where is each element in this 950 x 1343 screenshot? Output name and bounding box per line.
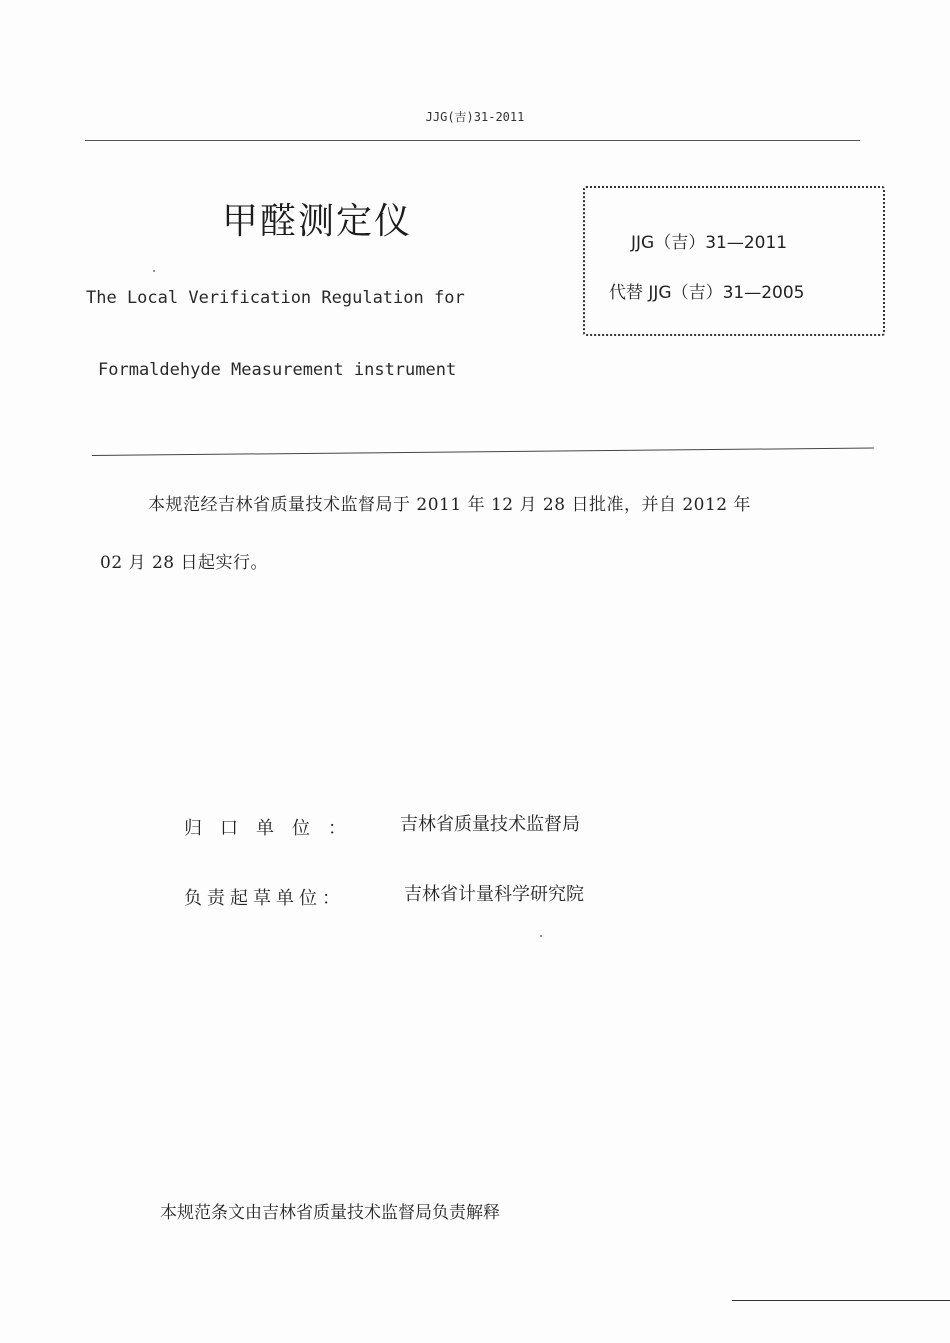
document-title-en-line2: Formaldehyde Measurement instrument bbox=[98, 360, 457, 380]
stamp-code: JJG（吉）31—2011 bbox=[631, 233, 788, 253]
code-stamp-box bbox=[583, 186, 885, 336]
owner-unit-label: 归 口 单 位 ： bbox=[184, 818, 346, 839]
drafting-unit-label: 负责起草单位： bbox=[184, 888, 345, 909]
bottom-edge-rule bbox=[732, 1300, 950, 1301]
owner-unit-value: 吉林省质量技术监督局 bbox=[400, 814, 580, 835]
approval-text-line2: 02 月 28 日起实行。 bbox=[100, 553, 268, 573]
header-rule bbox=[85, 140, 860, 141]
document-title-en-line1: The Local Verification Regulation for bbox=[86, 288, 465, 308]
title-divider-rule bbox=[92, 447, 874, 456]
approval-text-line1: 本规范经吉林省质量技术监督局于 2011 年 12 月 28 日批准，并自 2012 年 bbox=[148, 495, 752, 515]
drafting-unit-value: 吉林省计量科学研究院 bbox=[404, 884, 584, 905]
stamp-replaces-code: 代替 JJG（吉）31—2005 bbox=[609, 283, 805, 303]
document-code-header: JJG(吉)31-2011 bbox=[425, 110, 525, 124]
scan-speck bbox=[153, 270, 155, 272]
interpretation-note: 本规范条文由吉林省质量技术监督局负责解释 bbox=[160, 1203, 500, 1223]
scan-speck bbox=[540, 935, 542, 937]
document-title-zh: 甲醛测定仪 bbox=[222, 201, 413, 242]
